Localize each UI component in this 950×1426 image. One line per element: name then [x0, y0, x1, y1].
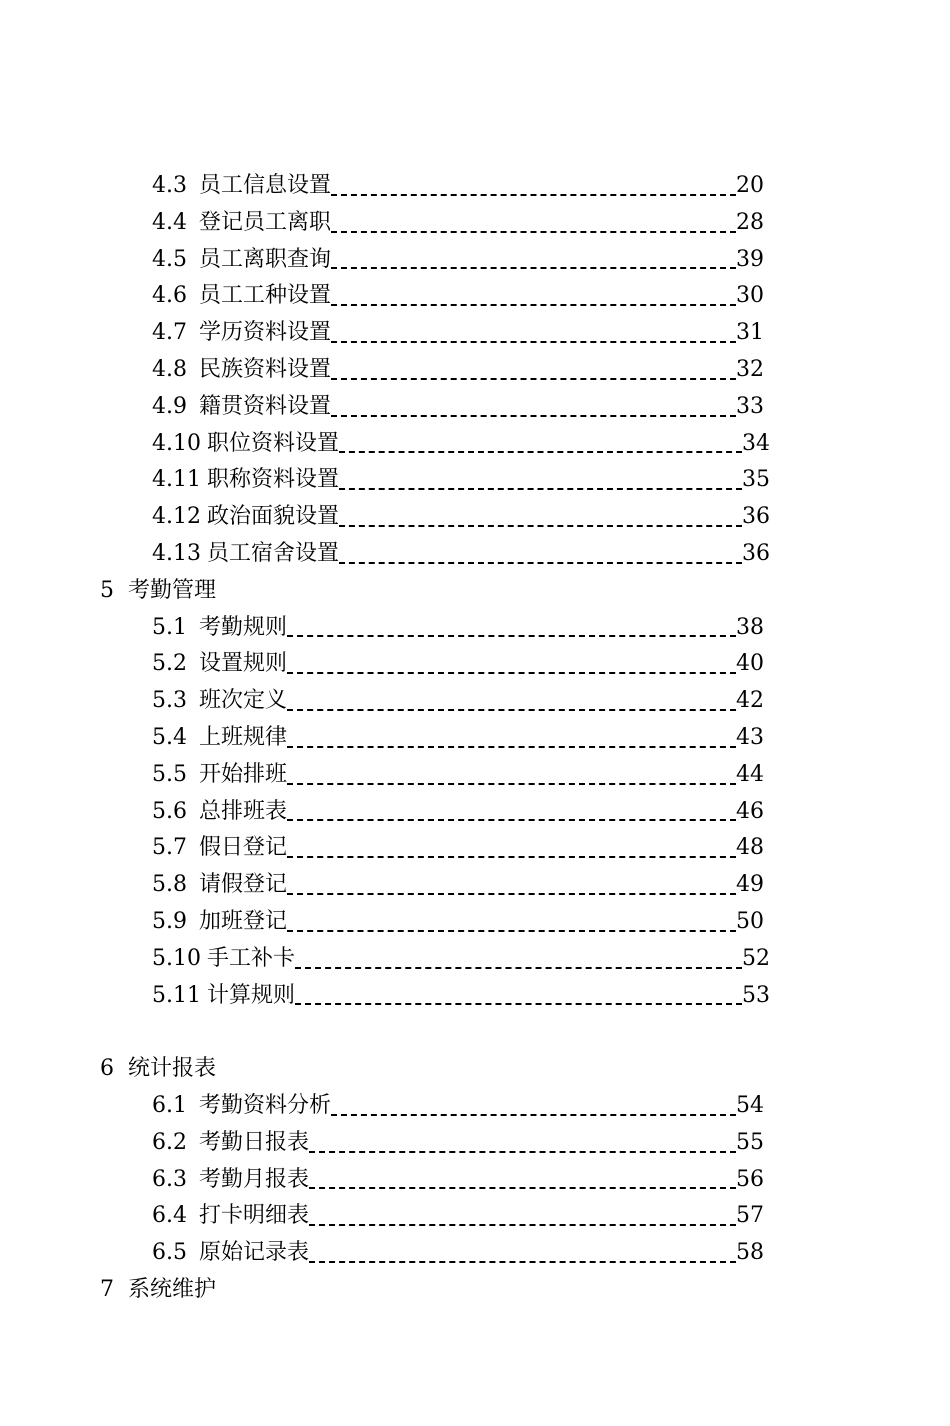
toc-entry-row: [0, 426, 950, 463]
toc-entry[interactable]: [152, 1198, 764, 1235]
toc-entry[interactable]: [152, 904, 764, 941]
toc-entry[interactable]: [152, 536, 770, 573]
toc-entry-row: [0, 1162, 950, 1199]
toc-entry-title: 开始排班: [199, 761, 288, 787]
toc-chapter-row: [0, 1272, 950, 1309]
toc-entry-number: 4.13: [152, 540, 201, 566]
toc-entry-title: 籍贯资料设置: [199, 393, 332, 419]
toc-entry[interactable]: [152, 720, 764, 757]
toc-spacer: [0, 1014, 950, 1051]
toc-entry-row: [0, 1198, 950, 1235]
toc-entry-title: 班次定义: [199, 688, 288, 714]
toc-entry-title: 民族资料设置: [199, 356, 332, 382]
toc-entry-row: [0, 978, 950, 1015]
toc-entry[interactable]: [152, 462, 770, 499]
toc-entry-row: [0, 794, 950, 831]
toc-entry-title: 学历资料设置: [199, 320, 332, 346]
toc-dot-leader: [309, 1224, 736, 1226]
toc-dot-leader: [339, 562, 742, 564]
toc-entry[interactable]: [152, 794, 764, 831]
toc-entry-title: 请假登记: [199, 872, 288, 898]
toc-entry-number: 4.5: [152, 246, 187, 272]
toc-entry[interactable]: [152, 499, 770, 536]
toc-dot-leader: [331, 1114, 736, 1116]
toc-entry-title: 员工离职查询: [199, 246, 332, 272]
toc-dot-leader: [309, 1151, 736, 1153]
toc-entry[interactable]: [152, 426, 770, 463]
toc-entry-row: [0, 389, 950, 426]
toc-dot-leader: [295, 1003, 742, 1005]
toc-page-number: 33: [736, 393, 764, 419]
toc-entry[interactable]: [152, 242, 764, 279]
toc-dot-leader: [287, 930, 736, 932]
toc-entry-row: [0, 1125, 950, 1162]
toc-entry-number: 4.6: [152, 283, 187, 309]
toc-entry-title: 考勤资料分析: [199, 1092, 332, 1118]
toc-entry-row: [0, 205, 950, 242]
toc-chapter-title: 统计报表: [128, 1056, 217, 1082]
toc-entry-row: [0, 278, 950, 315]
toc-entry-number: 6.3: [152, 1166, 187, 1192]
toc-dot-leader: [331, 415, 736, 417]
toc-page-number: 50: [736, 908, 764, 934]
toc-entry[interactable]: [152, 867, 764, 904]
toc-entry-row: [0, 646, 950, 683]
toc-entry-number: 5.9: [152, 908, 187, 934]
toc-entry-row: [0, 830, 950, 867]
toc-entry-number: 4.10: [152, 430, 201, 456]
toc-entry-title: 政治面貌设置: [206, 504, 339, 530]
toc-entry[interactable]: [152, 1162, 764, 1199]
toc-entry-row: [0, 867, 950, 904]
toc-dot-leader: [331, 341, 736, 343]
toc-page-number: 55: [736, 1129, 764, 1155]
toc-entry[interactable]: [152, 278, 764, 315]
toc-page-number: 36: [742, 504, 770, 530]
toc-dot-leader: [309, 1187, 736, 1189]
toc-entry[interactable]: [152, 168, 764, 205]
toc-dot-leader: [339, 451, 742, 453]
toc-chapter-number: 5: [100, 577, 114, 603]
toc-page-number: 38: [736, 614, 764, 640]
toc-entry-title: 登记员工离职: [199, 209, 332, 235]
toc-page-number: 35: [742, 467, 770, 493]
toc-entry-number: 5.8: [152, 872, 187, 898]
toc-entry-number: 5.6: [152, 798, 187, 824]
toc-entry-row: [0, 499, 950, 536]
toc-entry-number: 4.12: [152, 504, 201, 530]
toc-entry-number: 5.7: [152, 835, 187, 861]
toc-entry[interactable]: [152, 205, 764, 242]
toc-page-number: 48: [736, 835, 764, 861]
toc-entry[interactable]: [152, 389, 764, 426]
toc-entry-title: 原始记录表: [199, 1240, 310, 1266]
toc-entry-row: [0, 941, 950, 978]
toc-entry[interactable]: [152, 646, 764, 683]
toc-page-number: 20: [736, 173, 764, 198]
toc-page-number: 39: [736, 246, 764, 272]
toc-entry-number: 5.5: [152, 761, 187, 787]
toc-page-number: 31: [736, 320, 764, 346]
toc-dot-leader: [287, 819, 736, 821]
toc-entry-row: [0, 610, 950, 647]
toc-entry-row: [0, 1088, 950, 1125]
toc-page-number: 49: [736, 872, 764, 898]
toc-chapter-title: 系统维护: [128, 1276, 217, 1302]
toc-entry-title: 计算规则: [206, 982, 295, 1008]
toc-entry-row: [0, 462, 950, 499]
toc-entry[interactable]: [152, 352, 764, 389]
toc-page-number: 32: [736, 356, 764, 382]
toc-dot-leader: [295, 967, 742, 969]
toc-entry-number: 5.11: [152, 982, 201, 1008]
toc-chapter-heading[interactable]: [100, 1051, 216, 1088]
toc-entry-number: 5.3: [152, 688, 187, 714]
toc-entry-number: 6.1: [152, 1092, 187, 1118]
toc-entry-title: 手工补卡: [206, 945, 295, 971]
toc-chapter-row: [0, 573, 950, 610]
toc-page-number: 52: [742, 945, 770, 971]
toc-entry[interactable]: [152, 610, 764, 647]
toc-chapter-number: 7: [100, 1276, 114, 1302]
toc-entry[interactable]: [152, 683, 764, 720]
toc-entry-number: 5.2: [152, 651, 187, 677]
toc-page-number: 46: [736, 798, 764, 824]
toc-dot-leader: [287, 709, 736, 711]
toc-entry-title: 假日登记: [199, 835, 288, 861]
toc-dot-leader: [331, 231, 736, 233]
toc-entry-row: [0, 352, 950, 389]
toc-entry-title: 打卡明细表: [199, 1203, 310, 1229]
toc-entry-row: [0, 757, 950, 794]
toc-entry-title: 职位资料设置: [206, 430, 339, 456]
toc-dot-leader: [339, 525, 742, 527]
toc-page-number: 40: [736, 651, 764, 677]
toc-entry-row: [0, 1235, 950, 1272]
toc-entry[interactable]: [152, 941, 770, 978]
toc-page-number: 42: [736, 688, 764, 714]
toc-entry-row: [0, 315, 950, 352]
toc-entry-number: 4.8: [152, 356, 187, 382]
toc-entry-number: 6.4: [152, 1203, 187, 1229]
toc-page-number: 44: [736, 761, 764, 787]
toc-dot-leader: [287, 783, 736, 785]
toc-entry-number: 4.7: [152, 320, 187, 346]
toc-entry-number: 6.2: [152, 1129, 187, 1155]
toc-page-number: 53: [742, 982, 770, 1008]
toc-dot-leader: [331, 194, 736, 196]
toc-chapter-title: 考勤管理: [128, 577, 217, 603]
toc-entry-row: [0, 720, 950, 757]
toc-entry[interactable]: [152, 757, 764, 794]
toc-entry-title: 职称资料设置: [206, 467, 339, 493]
toc-chapter-number: 6: [100, 1056, 114, 1082]
toc-entry-title: 加班登记: [199, 908, 288, 934]
toc-dot-leader: [331, 304, 736, 306]
toc-entry-title: 员工宿舍设置: [206, 540, 339, 566]
toc-entry[interactable]: [152, 978, 770, 1015]
toc-entry[interactable]: [152, 1088, 764, 1125]
toc-entry-row: [0, 242, 950, 279]
toc-entry-row: [0, 683, 950, 720]
toc-entry[interactable]: [152, 830, 764, 867]
toc-dot-leader: [339, 488, 742, 490]
toc-entry-row: [0, 536, 950, 573]
toc-page-number: 56: [736, 1166, 764, 1192]
toc-page-number: 30: [736, 283, 764, 309]
toc-entry-number: 5.4: [152, 724, 187, 750]
toc-entry[interactable]: [152, 1125, 764, 1162]
toc-entry-number: 4.3: [152, 173, 187, 198]
toc-entry-title: 设置规则: [199, 651, 288, 677]
toc-entry-number: 4.4: [152, 209, 187, 235]
toc-dot-leader: [287, 746, 736, 748]
toc-chapter-heading[interactable]: [100, 1272, 216, 1309]
toc-entry-number: 6.5: [152, 1240, 187, 1266]
toc-entry-row: [0, 904, 950, 941]
toc-entry-number: 5.1: [152, 614, 187, 640]
toc-page-number: 34: [742, 430, 770, 456]
toc-dot-leader: [287, 856, 736, 858]
toc-dot-leader: [287, 893, 736, 895]
toc-dot-leader: [331, 267, 736, 269]
toc-page-number: 43: [736, 724, 764, 750]
toc-page-number: 57: [736, 1203, 764, 1229]
toc-entry-row: [0, 168, 950, 205]
toc-dot-leader: [287, 635, 736, 637]
toc-dot-leader: [309, 1261, 736, 1263]
toc-entry-title: 考勤日报表: [199, 1129, 310, 1155]
toc-entry[interactable]: [152, 1235, 764, 1272]
toc-page-number: 54: [736, 1092, 764, 1118]
toc-chapter-heading[interactable]: [100, 573, 216, 610]
toc-entry-title: 员工工种设置: [199, 283, 332, 309]
toc-entry-number: 4.11: [152, 467, 201, 493]
toc-entry-number: 5.10: [152, 945, 201, 971]
table-of-contents: [0, 168, 950, 1309]
toc-entry-title: 考勤月报表: [199, 1166, 310, 1192]
toc-entry-title: 考勤规则: [199, 614, 288, 640]
toc-entry-title: 上班规律: [199, 724, 288, 750]
toc-entry-title: 员工信息设置: [199, 173, 332, 198]
toc-page-number: 36: [742, 540, 770, 566]
toc-chapter-row: [0, 1051, 950, 1088]
toc-entry-title: 总排班表: [199, 798, 288, 824]
toc-entry[interactable]: [152, 315, 764, 352]
toc-page-number: 28: [736, 209, 764, 235]
toc-page-number: 58: [736, 1240, 764, 1266]
toc-entry-number: 4.9: [152, 393, 187, 419]
toc-dot-leader: [331, 378, 736, 380]
toc-dot-leader: [287, 672, 736, 674]
